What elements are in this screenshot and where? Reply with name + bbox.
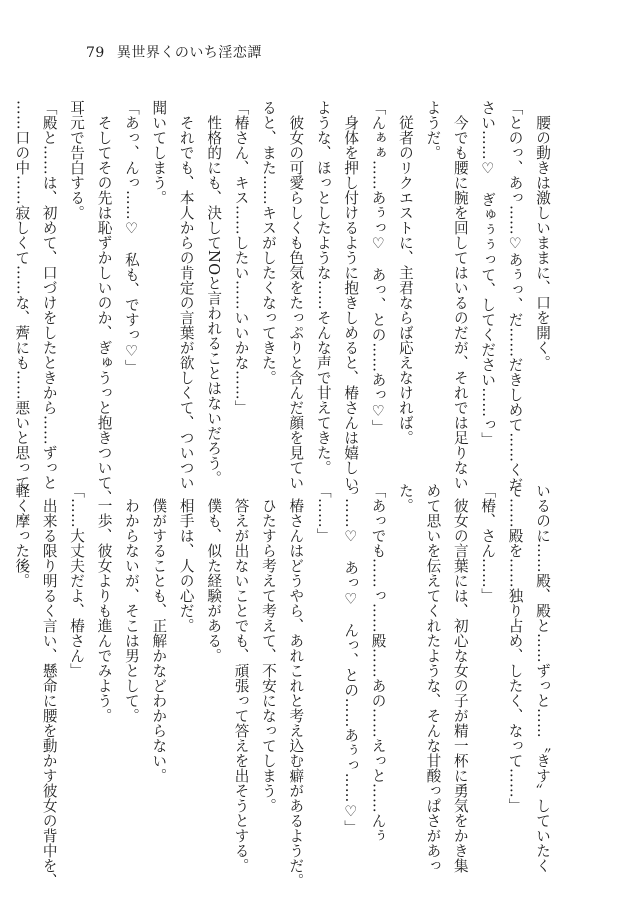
text-line: 「あっ、んっ……♡ 私も、ですっ♡」 — [122, 100, 140, 375]
text-line: て……殿を……独り占め、したく、なって……」 — [506, 483, 524, 813]
text-line: 聞いてしまう。 — [150, 100, 168, 205]
text-line: それでも、本人からの肯定の言葉が欲しくて、ついつい — [177, 100, 195, 490]
text-line: わからないが、そこは男として。 — [122, 483, 140, 723]
text-line: 僕がすることも、正解かなどわからない。 — [150, 483, 168, 783]
text-line: 出来る限り明るく言い、懸命に腰を動かす彼女の背中を、 — [40, 483, 58, 888]
page-number: 79 — [86, 45, 105, 61]
text-line: 「殿と……は、初めて、口づけをしたときから……ずっと — [40, 100, 58, 490]
text-line: 相手は、人の心だ。 — [177, 483, 195, 633]
text-line: ると、また……キスがしたくなってきた。 — [259, 100, 277, 385]
text-line: ……口の中……寂しくて……な、薺にも……悪いと思って — [13, 100, 31, 490]
lower-text-block — [13, 483, 556, 888]
text-line: 耳元で告白する。 — [68, 100, 86, 220]
text-line: 「とのっ、あっ……♡あぅっ、だ……だきしめて……くだ — [506, 100, 524, 493]
text-line: た。 — [396, 483, 414, 513]
text-line: めて思いを伝えてくれたような、そんな甘酸っぱさがあっ — [424, 483, 442, 873]
text-line: 僕も、似た経験がある。 — [205, 483, 223, 663]
text-line: 軽く摩った後。 — [13, 483, 31, 588]
text-line: 「んぁぁ……あぅっ♡ あっ、との……あっ♡」 — [369, 100, 387, 435]
text-line: っ……♡ あっ♡ んっ、との……あぅっ……♡」 — [342, 483, 360, 836]
text-line: 「椿、さん……」 — [479, 483, 497, 603]
text-line: 「あっでも……っ……殿……あの……えっと……んぅ — [369, 483, 387, 843]
text-line: 椿さんはどうやら、あれこれと考え込む癖があるようだ。 — [287, 483, 305, 888]
text-line: ようだ。 — [424, 100, 442, 160]
text-line: ひたすら考えて考えて、不安になってしまう。 — [259, 483, 277, 813]
text-line: 性格的にも、決してNOと言われることはないだろう。 — [205, 100, 223, 486]
text-line: 彼女の可愛らしくも色気をたっぷりと含んだ顔を見てい — [287, 100, 305, 490]
running-header — [86, 42, 262, 62]
book-title: 異世界くのいち淫恋譚 — [116, 45, 262, 61]
text-line: 彼女の言葉には、初心な女の子が精一杯に勇気をかき集 — [451, 483, 469, 873]
text-line: そしてその先は恥ずかしいのか、ぎゅうっと抱きついて、 — [95, 100, 113, 505]
text-line: 腰の動きは激しいままに、口を開く。 — [534, 100, 551, 370]
text-line: さい……♡ ぎゅぅぅって、してください……っ」 — [479, 100, 497, 448]
text-line: 身体を押し付けるように抱きしめると、椿さんは嬉しい — [342, 100, 360, 490]
text-line: 一歩、彼女よりも進んでみよう。 — [95, 483, 113, 723]
text-line: 従者のリクエストに、主君ならば応えなければ。 — [396, 100, 414, 445]
upper-text-block — [13, 100, 556, 505]
text-line: ような、ほっとしたような……そんな声で甘えてきた。 — [314, 100, 332, 475]
text-line: 答えが出ないことでも、頑張って答えを出そうとする。 — [232, 483, 250, 873]
text-line: 「……」 — [314, 483, 332, 543]
text-line: 今でも腰に腕を回してはいるのだが、それでは足りない — [451, 100, 469, 490]
text-line: 「……大丈夫だよ、椿さん」 — [68, 483, 86, 678]
text-line: 「椿さん、キス……したい……いいかな……」 — [232, 100, 250, 415]
text-line: いるのに……殿、殿と……ずっと……〝きす〟していたく — [534, 483, 551, 873]
